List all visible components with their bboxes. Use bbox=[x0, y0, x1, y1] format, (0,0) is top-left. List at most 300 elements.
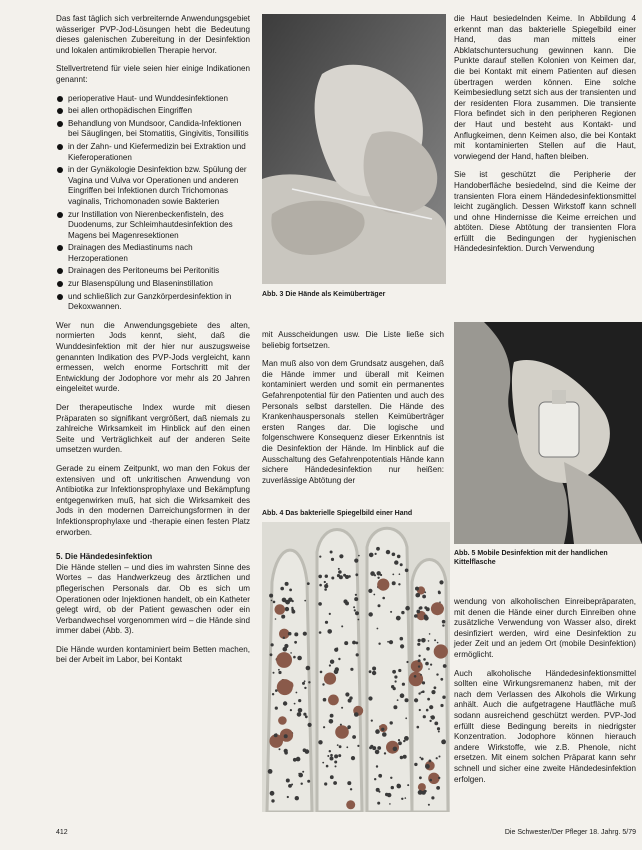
bacteria-colony bbox=[416, 610, 420, 614]
intro-paragraph: Das fast täglich sich verbreiternde Anwendungsgebiet wässeriger PVP-Jod-Lösungen hebt die Bedeutung dieses galenischen Zubereitung in der Desinfektion und lokalen antimikrobiellen Therapie hervor. bbox=[56, 14, 250, 55]
bacteria-colony bbox=[396, 616, 401, 621]
bacteria-colony bbox=[419, 776, 422, 779]
bacteria-colony bbox=[377, 577, 379, 579]
bacteria-colony bbox=[431, 796, 434, 799]
bacteria-colony bbox=[397, 555, 401, 559]
bacteria-colony bbox=[372, 667, 376, 671]
page-number: 412 bbox=[56, 829, 68, 836]
bacteria-colony bbox=[443, 664, 447, 668]
bacteria-colony bbox=[296, 692, 298, 694]
bacteria-colony bbox=[298, 708, 303, 713]
bacteria-colony bbox=[294, 641, 297, 644]
bacteria-colony bbox=[402, 683, 405, 686]
bacteria-colony bbox=[421, 638, 426, 643]
bacteria-colony bbox=[429, 720, 431, 722]
bacteria-colony bbox=[286, 779, 290, 783]
bacteria-colony bbox=[319, 631, 322, 634]
bacteria-colony bbox=[404, 736, 409, 741]
bacteria-colony bbox=[400, 693, 405, 698]
bacteria-colony bbox=[338, 754, 341, 757]
bacteria-colony bbox=[414, 698, 418, 702]
bacteria-colony bbox=[355, 594, 357, 596]
right-column bbox=[454, 14, 636, 263]
bacteria-colony bbox=[324, 673, 336, 685]
bacteria-colony bbox=[294, 632, 298, 636]
bacteria-colony bbox=[271, 600, 273, 602]
bacteria-colony bbox=[436, 673, 438, 675]
bacteria-colony bbox=[350, 788, 352, 790]
bacteria-colony bbox=[394, 560, 398, 564]
bacteria-colony bbox=[355, 573, 358, 576]
bacteria-colony bbox=[346, 746, 348, 748]
bacteria-colony bbox=[377, 746, 381, 750]
bacteria-colony bbox=[356, 653, 359, 656]
list-item: Behandlung von Mundsoor, Candida-Infektionen bei Säuglingen, bei Stomatitis, Gingivitis, Tonsillitis bbox=[56, 119, 250, 140]
bacteria-colony bbox=[284, 749, 288, 753]
bacteria-colony bbox=[393, 747, 398, 752]
bacteria-colony bbox=[341, 625, 343, 627]
bacteria-colony bbox=[358, 619, 360, 621]
bacteria-colony bbox=[327, 755, 329, 757]
bacteria-colony bbox=[270, 791, 275, 796]
bacteria-colony bbox=[376, 732, 378, 734]
bacteria-colony bbox=[308, 681, 310, 683]
bacteria-colony bbox=[400, 637, 404, 641]
bacteria-colony bbox=[305, 749, 310, 754]
bacteria-colony bbox=[419, 607, 422, 610]
bacterial-handprint-illustration bbox=[262, 522, 450, 812]
bacteria-colony bbox=[306, 666, 311, 671]
bacteria-colony bbox=[334, 754, 338, 758]
bacteria-colony bbox=[430, 664, 432, 666]
bacteria-colony bbox=[354, 597, 358, 601]
bacteria-colony bbox=[431, 602, 444, 615]
bacteria-colony bbox=[417, 726, 420, 729]
bacteria-colony bbox=[427, 698, 430, 701]
bacteria-colony bbox=[386, 550, 390, 554]
bacteria-colony bbox=[376, 547, 380, 551]
list-item: zur Blasenspülung und Blaseninstillation bbox=[56, 279, 250, 290]
bacteria-colony bbox=[384, 752, 386, 754]
bacteria-colony bbox=[297, 712, 302, 717]
bacteria-colony bbox=[319, 584, 322, 587]
list-item: bei allen orthopädischen Eingriffen bbox=[56, 106, 250, 117]
bacteria-colony bbox=[324, 584, 328, 588]
bacteria-colony bbox=[298, 773, 300, 775]
bacteria-colony bbox=[347, 781, 351, 785]
bacteria-colony bbox=[273, 672, 275, 674]
body-paragraph: Der therapeutische Index wurde mit diesen Präparaten so signifikant vergrößert, daß niemals zu zahlreiche Wirksamkeit im Hinblick auf den einen Seite und Verträglichkeit auf der anderen Seite umsetzen wurden. bbox=[56, 403, 250, 455]
bacteria-colony bbox=[400, 644, 404, 648]
bacteria-colony bbox=[382, 732, 387, 737]
bacteria-colony bbox=[338, 570, 342, 574]
bacteria-colony bbox=[381, 728, 384, 731]
bacteria-colony bbox=[440, 704, 443, 707]
bacteria-colony bbox=[398, 741, 402, 745]
bacteria-colony bbox=[283, 647, 288, 652]
bacteria-colony bbox=[329, 613, 331, 615]
bacteria-colony bbox=[304, 680, 306, 682]
bacteria-colony bbox=[334, 761, 337, 764]
bacteria-colony bbox=[376, 788, 380, 792]
bacteria-colony bbox=[389, 640, 393, 644]
body-paragraph: die Haut besiedelnden Keime. In Abbildung 4 erkennt man das bakterielle Spiegelbild einer Hand, das man mittels einer Abklatschuntersuchung gewinnen kann. Die Punkte darauf stellen Kolonien von Keimen dar, die bei Kontakt mit einem Patienten auf diesen übertragen werden können. Eine solche Keimbesiedlung setzt sich aus der transienten und der residenten Flora zusammen. Die transiente Flora befindet sich in den peripheren Regionen der Haut und besteht aus Kontakt- und Anflugkeimen, denn Keimen also, die bei Kontakt mit kontaminierten Stellen auf die Haut, vorwiegend der Hand, haften bleiben. bbox=[454, 14, 636, 161]
bacteria-colony bbox=[353, 606, 355, 608]
bacterial-handprint-photo bbox=[262, 522, 450, 812]
bacteria-colony bbox=[352, 641, 356, 645]
indications-lead: Stellvertretend für viele seien hier einige Indikationen genannt: bbox=[56, 64, 250, 84]
bacteria-colony bbox=[330, 775, 334, 779]
bacteria-colony bbox=[395, 680, 397, 682]
bacteria-colony bbox=[436, 786, 440, 790]
bacteria-colony bbox=[426, 607, 430, 611]
list-item: in der Gynäkologie Desinfektion bzw. Spülung der Vagina und Vulva vor Operationen und anderen Eingriffen bei Infektionen durch Trichomonas vaginalis, Trichomonaden sowie Bakterien bbox=[56, 165, 250, 207]
spray-bottle-illustration bbox=[454, 322, 642, 544]
bacteria-colony bbox=[281, 615, 285, 619]
body-paragraph: Die Hände stellen – und dies im wahrsten Sinne des Wortes – das Handwerkzeug des ärztlichen und pflegerischen Personals dar. Ob es sich um Operationen oder Injektionen handelt, ob ein Katheter gelegt wird, ob der Patient gewaschen oder ein Verbandwechsel vorgenommen wird – die Hände sind immer dabei (Abb. 3). bbox=[56, 562, 250, 636]
bacteria-colony bbox=[285, 607, 289, 611]
bacteria-colony bbox=[392, 553, 396, 557]
bacteria-colony bbox=[428, 668, 430, 670]
bacteria-colony bbox=[268, 769, 273, 774]
bacteria-colony bbox=[341, 707, 343, 709]
bacteria-colony bbox=[326, 765, 329, 768]
bacteria-colony bbox=[405, 606, 410, 611]
bacteria-colony bbox=[442, 620, 446, 624]
bacteria-colony bbox=[417, 643, 420, 646]
bacteria-colony bbox=[305, 715, 308, 718]
bacteria-colony bbox=[304, 600, 306, 602]
spray-bottle-photo bbox=[454, 322, 642, 544]
bacteria-colony bbox=[354, 609, 356, 611]
bacteria-colony bbox=[423, 658, 426, 661]
bacteria-colony bbox=[428, 773, 439, 784]
bacteria-colony bbox=[419, 757, 421, 759]
bacteria-colony bbox=[439, 580, 443, 584]
bacteria-colony bbox=[329, 664, 331, 666]
bacteria-colony bbox=[399, 573, 401, 575]
bacteria-colony bbox=[308, 723, 312, 727]
bacteria-colony bbox=[429, 633, 431, 635]
bacteria-colony bbox=[369, 553, 374, 558]
bacteria-colony bbox=[375, 553, 377, 555]
bacteria-colony bbox=[428, 804, 430, 806]
bacteria-colony bbox=[397, 699, 399, 701]
bacteria-colony bbox=[391, 786, 394, 789]
bacteria-colony bbox=[368, 589, 372, 593]
list-item: zur Instillation von Nierenbeckenfisteln, des Duodenums, zur Schleimhautdesinfektion des Magens bei Magenresektionen bbox=[56, 210, 250, 242]
bacteria-colony bbox=[415, 587, 419, 591]
bacteria-colony bbox=[318, 740, 322, 744]
bacteria-colony bbox=[325, 575, 328, 578]
bacteria-colony bbox=[330, 754, 333, 757]
bacteria-colony bbox=[385, 793, 388, 796]
middle-column bbox=[262, 330, 444, 494]
bacteria-colony bbox=[298, 699, 301, 702]
figure-5-caption: Abb. 5 Mobile Desinfektion mit der handlichen Kittelflasche bbox=[454, 550, 608, 566]
bacteria-colony bbox=[334, 670, 339, 675]
body-paragraph: Man muß also von dem Grundsatz ausgehen, daß die Hände immer und überall mit Keimen kontaminiert werden und somit ein permanentes Gefahrenpotential für den Patienten und auch des Personals selbst darstellen. Die Hände des Krankenhauspersonals stellen Keimüberträger ersten Ranges dar. Die logische und folgenschwere Konsequenz dieser Erkenntnis ist die Desinfektion der Hände. Im Hinblick auf die Ausschaltung des Gefahrenpotentials Hände kann sichere Händedesinfektion nur heißen: zuverlässige Abtötung der bbox=[262, 359, 444, 485]
bacteria-colony bbox=[405, 698, 409, 702]
bacteria-colony bbox=[269, 594, 273, 598]
body-paragraph: Gerade zu einem Zeitpunkt, wo man den Fokus der extensiven und oft unkritischen Anwendung von Antibiotika zur Infektionsprophylaxe und Bekämpfung entgegenwirken muß, hat sich die Wirksamkeit des Jods in den modernen Darreichungsformen in der Infektionsprophylaxe und -therapie einen festen Platz erworben. bbox=[56, 463, 250, 537]
bacteria-colony bbox=[438, 777, 440, 779]
bacteria-colony bbox=[290, 652, 292, 654]
bacteria-colony bbox=[418, 692, 420, 694]
bacteria-colony bbox=[294, 703, 296, 705]
body-paragraph: Die Hände wurden kontaminiert beim Betten machen, bei der Arbeit im Labor, bei Kontakt bbox=[56, 644, 250, 665]
hands-photo bbox=[262, 14, 446, 284]
bacteria-colony bbox=[335, 765, 337, 767]
bacteria-colony bbox=[346, 800, 355, 809]
bacteria-colony bbox=[373, 594, 375, 596]
bacteria-colony bbox=[354, 712, 359, 717]
section-heading: 5. Die Händedesinfektion bbox=[56, 552, 153, 562]
bacteria-colony bbox=[422, 681, 425, 684]
bacteria-colony bbox=[419, 709, 421, 711]
bacteria-colony bbox=[328, 695, 339, 706]
bacteria-colony bbox=[394, 675, 397, 678]
bacteria-colony bbox=[426, 647, 430, 651]
bacteria-colony bbox=[438, 591, 441, 594]
list-item: Drainagen des Mediastinums nach Herzoperationen bbox=[56, 243, 250, 264]
bacteria-colony bbox=[331, 577, 334, 580]
bacteria-colony bbox=[431, 690, 435, 694]
bacteria-colony bbox=[406, 661, 408, 663]
bacteria-colony bbox=[389, 803, 391, 805]
bacteria-colony bbox=[407, 784, 409, 786]
bacteria-colony bbox=[274, 734, 278, 738]
bacteria-colony bbox=[355, 642, 358, 645]
bacteria-colony bbox=[284, 601, 286, 603]
bacteria-colony bbox=[303, 713, 306, 716]
bacteria-colony bbox=[329, 750, 331, 752]
list-item: und schließlich zur Ganzkörperdesinfektion in Dekoxwannen. bbox=[56, 292, 250, 313]
bacteria-colony bbox=[416, 593, 420, 597]
bacteria-colony bbox=[390, 721, 393, 724]
bacteria-colony bbox=[275, 618, 277, 620]
bacteria-colony bbox=[302, 771, 304, 773]
bacteria-colony bbox=[442, 624, 444, 626]
bacteria-colony bbox=[377, 802, 380, 805]
left-column bbox=[56, 14, 250, 674]
bacteria-colony bbox=[378, 643, 380, 645]
bacteria-colony bbox=[414, 675, 417, 678]
bacteria-colony bbox=[271, 643, 274, 646]
bacteria-colony bbox=[434, 644, 448, 658]
bacteria-colony bbox=[322, 683, 324, 685]
bacteria-colony bbox=[400, 563, 403, 566]
bacteria-colony bbox=[425, 662, 429, 666]
bacteria-colony bbox=[375, 750, 380, 755]
bacteria-colony bbox=[318, 602, 322, 606]
bacteria-colony bbox=[295, 796, 299, 800]
bacteria-colony bbox=[344, 641, 348, 645]
bacteria-colony bbox=[429, 760, 432, 763]
bacteria-colony bbox=[401, 798, 403, 800]
bacteria-colony bbox=[293, 758, 297, 762]
bacteria-colony bbox=[307, 780, 310, 783]
bacteria-colony bbox=[303, 632, 307, 636]
bacteria-colony bbox=[284, 734, 288, 738]
bacteria-colony bbox=[338, 658, 340, 660]
bacteria-colony bbox=[405, 797, 407, 799]
bacteria-colony bbox=[390, 777, 392, 779]
bacteria-colony bbox=[272, 693, 274, 695]
bacteria-colony bbox=[355, 611, 359, 615]
bacteria-colony bbox=[327, 629, 332, 634]
bacteria-colony bbox=[418, 665, 420, 667]
bacteria-colony bbox=[400, 756, 403, 759]
bacteria-colony bbox=[291, 784, 293, 786]
bacteria-colony bbox=[418, 655, 420, 657]
bacteria-colony bbox=[283, 701, 287, 705]
bacteria-colony bbox=[441, 740, 446, 745]
bacteria-colony bbox=[398, 669, 401, 672]
bacteria-colony bbox=[392, 670, 396, 674]
bacteria-colony bbox=[320, 671, 323, 674]
bacteria-colony bbox=[292, 600, 294, 602]
bacteria-colony bbox=[325, 621, 328, 624]
bacteria-colony bbox=[271, 799, 274, 802]
bacteria-colony bbox=[351, 756, 355, 760]
bacteria-colony bbox=[278, 671, 281, 674]
bacteria-colony bbox=[348, 727, 350, 729]
list-item: in der Zahn- und Kiefermedizin bei Extraktion und Kieferoperationen bbox=[56, 142, 250, 163]
bacteria-colony bbox=[405, 569, 409, 573]
bacteria-colony bbox=[278, 716, 287, 725]
bacteria-colony bbox=[276, 652, 292, 668]
body-paragraph: Wer nun die Anwendungsgebiete des alten, normierten Jods kennt, sieht, daß die Wunddesinfektion mit der hier nur auszugsweise genannten Indikation des PVP-Jods vergleicht, kann ermessen, welch enorme Fortschritt mit der Entwicklung der Jodophore vor mehr als 20 Jahren eingeleitet wurde. bbox=[56, 320, 250, 394]
bacteria-colony bbox=[439, 756, 441, 758]
bacteria-colony bbox=[322, 762, 324, 764]
bacteria-colony bbox=[418, 639, 421, 642]
bacteria-colony bbox=[392, 581, 396, 585]
bacteria-colony bbox=[335, 725, 349, 739]
bacteria-colony bbox=[345, 692, 349, 696]
bacteria-colony bbox=[423, 715, 426, 718]
bacteria-colony bbox=[414, 614, 418, 618]
bacteria-colony bbox=[372, 746, 376, 750]
bacteria-colony bbox=[426, 709, 429, 712]
body-paragraph: Auch alkoholische Händedesinfektionsmittel sollten eine Wirkungsremanenz haben, mit der nach dem Verlassen des Alkohols die Wirkung anhält. Auch die aufgetragene Hautfläche muß sodann ausreichend geschützt werden. PVP-Jod erfüllt diese Bedingung bereits in niedrigster Konzentration. Jodophore können hierauch andere Wirkstoffe, wie z.B. Phenole, nicht ersetzen. Mit einem solchen Präparat kann sehr schnell und sicher eine zweite Händedesinfektion erfolgen. bbox=[454, 668, 636, 784]
bacteria-colony bbox=[280, 587, 284, 591]
bacteria-colony bbox=[340, 724, 342, 726]
bacteria-colony bbox=[279, 748, 281, 750]
bacteria-colony bbox=[392, 574, 394, 576]
bacteria-colony bbox=[354, 559, 358, 563]
bacteria-colony bbox=[324, 588, 327, 591]
bacteria-colony bbox=[378, 774, 382, 778]
bacteria-colony bbox=[421, 691, 423, 693]
bacteria-colony bbox=[380, 574, 382, 576]
figure-4-caption: Abb. 4 Das bakterielle Spiegelbild einer Hand bbox=[262, 510, 413, 517]
bacteria-colony bbox=[437, 642, 439, 644]
bacteria-colony bbox=[369, 612, 373, 616]
bacteria-colony bbox=[333, 781, 337, 785]
bacteria-colony bbox=[302, 682, 305, 685]
bacteria-colony bbox=[401, 611, 404, 614]
bacteria-colony bbox=[324, 782, 327, 785]
bacteria-colony bbox=[414, 763, 417, 766]
bacteria-colony bbox=[429, 705, 433, 709]
bacteria-colony bbox=[286, 681, 294, 689]
bacteria-colony bbox=[275, 707, 278, 710]
bacteria-colony bbox=[442, 696, 445, 699]
bacteria-colony bbox=[424, 790, 427, 793]
bacteria-colony bbox=[288, 632, 292, 636]
body-paragraph: Sie ist geschützt die Peripherie der Handoberfläche besiedelnd, sind die Keime der transienten Flora einem Händedesinfektionsmittel leicht zugänglich. Dessen Wirkstoff kann schnell und ohne Hindernisse die Keime erreichen und abtöten. Diese Abtötung der transienten Flora erfüllt die Bedingungen der hygienischen Händedesinfektion. Durch Verwendung bbox=[454, 170, 636, 254]
bacteria-colony bbox=[437, 727, 440, 730]
bacteria-colony bbox=[330, 551, 333, 554]
bacteria-colony bbox=[301, 783, 303, 785]
bacteria-colony bbox=[318, 575, 322, 579]
bacteria-colony bbox=[405, 717, 407, 719]
bacteria-colony bbox=[270, 653, 273, 656]
bacteria-colony bbox=[358, 555, 360, 557]
bacteria-colony bbox=[391, 685, 394, 688]
bacteria-colony bbox=[424, 591, 426, 593]
bacteria-colony bbox=[440, 678, 443, 681]
list-item: perioperative Haut- und Wunddesinfektionen bbox=[56, 94, 250, 105]
bacteria-colony bbox=[424, 615, 428, 619]
body-paragraph: mit Ausscheidungen usw. Die Liste ließe sich beliebig fortsetzen. bbox=[262, 330, 444, 350]
bacteria-colony bbox=[319, 556, 321, 558]
bacteria-colony bbox=[330, 660, 334, 664]
bacteria-colony bbox=[348, 699, 352, 703]
bacteria-colony bbox=[374, 778, 376, 780]
bacteria-colony bbox=[372, 671, 376, 675]
bacteria-colony bbox=[387, 641, 389, 643]
indication-list bbox=[56, 94, 250, 313]
bacteria-colony bbox=[434, 686, 437, 689]
list-item: Drainagen des Peritoneums bei Peritonitis bbox=[56, 266, 250, 277]
bacteria-colony bbox=[378, 604, 381, 607]
bacteria-colony bbox=[330, 714, 334, 718]
bacteria-colony bbox=[275, 604, 286, 615]
bacteria-colony bbox=[307, 582, 310, 585]
bacteria-colony bbox=[338, 568, 340, 570]
bacteria-colony bbox=[350, 668, 353, 671]
bacteria-colony bbox=[339, 575, 343, 579]
bacteria-colony bbox=[337, 744, 339, 746]
bacteria-colony bbox=[390, 611, 392, 613]
bacteria-colony bbox=[352, 735, 356, 739]
bacteria-colony bbox=[324, 581, 326, 583]
bacteria-colony bbox=[436, 757, 438, 759]
bacteria-colony bbox=[386, 741, 399, 754]
bacteria-colony bbox=[421, 758, 424, 761]
bacteria-colony bbox=[369, 746, 372, 749]
bacteria-colony bbox=[431, 715, 435, 719]
journal-footer: Die Schwester/Der Pfleger 18. Jahrg. 5/79 bbox=[504, 829, 636, 836]
bacteria-colony bbox=[411, 660, 423, 672]
bacteria-colony bbox=[331, 558, 334, 561]
bacteria-colony bbox=[418, 790, 423, 795]
bacteria-colony bbox=[348, 575, 351, 578]
bacteria-colony bbox=[289, 589, 292, 592]
bacteria-colony bbox=[285, 582, 289, 586]
bacteria-colony bbox=[290, 709, 292, 711]
bacteria-colony bbox=[369, 670, 372, 673]
bacteria-colony bbox=[293, 656, 296, 659]
bacteria-colony bbox=[273, 601, 276, 604]
bacteria-colony bbox=[377, 628, 379, 630]
bacteria-colony bbox=[377, 579, 389, 591]
bacteria-colony bbox=[434, 639, 436, 641]
bacteria-colony bbox=[343, 599, 347, 603]
bacteria-colony bbox=[329, 719, 334, 724]
